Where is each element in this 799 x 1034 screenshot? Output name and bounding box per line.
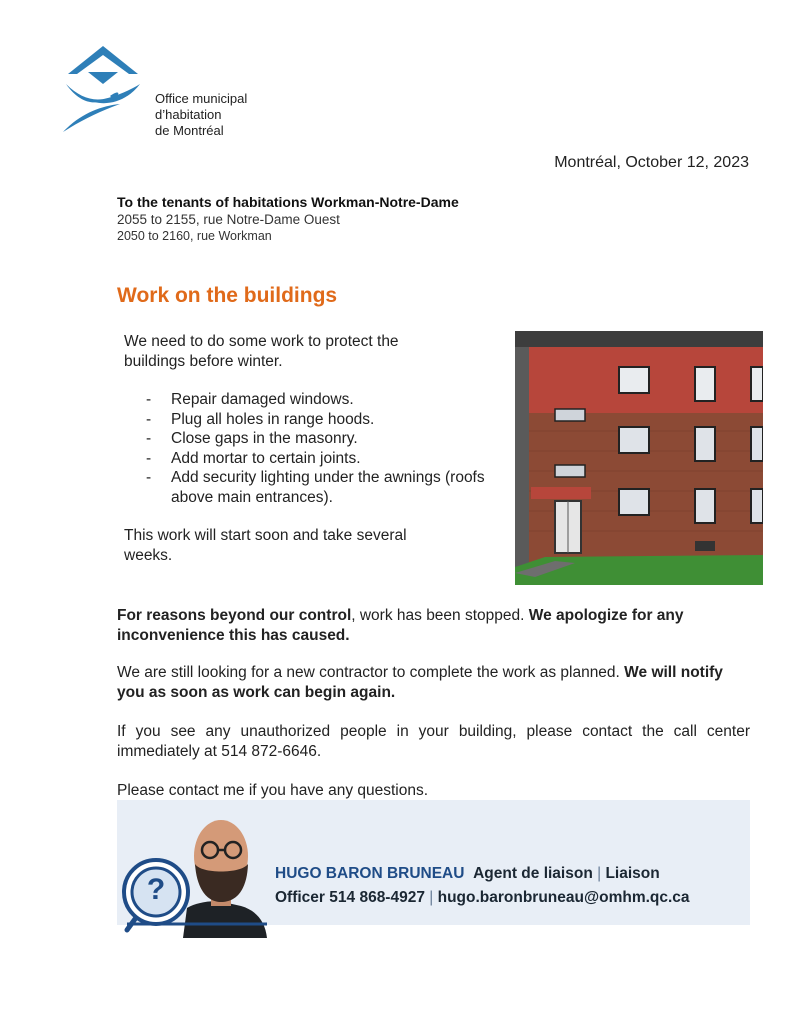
task-item (146, 410, 486, 430)
signer-role-en: Officer (275, 889, 325, 906)
signature-line-1 (275, 862, 690, 886)
address-line: 2055 to 2155, rue Notre-Dame Ouest (117, 212, 340, 227)
signer-email-link[interactable]: hugo.baronbruneau@omhm.qc.ca (437, 889, 690, 906)
signer-role-en: Liaison (605, 865, 660, 882)
paragraph-contractor (117, 663, 750, 703)
task-item (146, 468, 486, 507)
signer-name: HUGO BARON BRUNEAU (275, 865, 465, 882)
task-text: Plug all holes in range hoods. (171, 410, 375, 428)
separator: | (597, 865, 602, 882)
intro-text: We need to do some work to protect the buildings before winter. (124, 333, 399, 370)
paragraph-contact: Please contact me if you have any questions. (117, 782, 429, 799)
signature-text (275, 862, 690, 910)
org-name-line: Office municipal (155, 91, 248, 106)
question-mark-icon: ? (146, 873, 166, 906)
bold-text: We will notify you as soon as work can begin again. (117, 664, 723, 701)
task-text: Close gaps in the masonry. (171, 430, 358, 447)
list-dash: - (146, 410, 152, 428)
organization-name (155, 91, 247, 139)
list-dash: - (146, 430, 152, 447)
task-text: Repair damaged windows. (171, 391, 354, 408)
paragraph-security: If you see any unauthorized people in your building, please contact the call center immediately at 514 872-6646. (117, 723, 750, 760)
signer-phone: 514 868-4927 (329, 889, 425, 906)
body-text: , work has been stopped. (351, 607, 529, 624)
task-item (146, 390, 486, 410)
task-text: Add security lighting under the awnings (roofs above main entrances). (171, 469, 485, 506)
list-dash: - (146, 469, 152, 486)
avatar (117, 808, 272, 938)
org-name-line: de Montréal (155, 123, 224, 138)
schedule-text: This work will start soon and take several weeks. (124, 527, 407, 564)
task-item (146, 449, 486, 469)
paragraph-work-stopped (117, 606, 750, 646)
page-title: Work on the buildings (117, 284, 338, 307)
omhm-logo-icon (58, 44, 148, 136)
task-list (146, 390, 486, 507)
letter-date: Montréal, October 12, 2023 (554, 154, 749, 171)
bold-text: We apologize for any inconvenience this has caused. (117, 607, 684, 644)
task-item (146, 429, 486, 449)
signature-line-2 (275, 886, 690, 910)
list-dash: - (146, 391, 152, 408)
task-text: Add mortar to certain joints. (171, 449, 361, 467)
bold-text: For reasons beyond our control (117, 607, 352, 624)
org-name-line: d’habitation (155, 107, 222, 122)
list-dash: - (146, 449, 152, 467)
separator: | (429, 889, 434, 906)
signer-role-fr: Agent de liaison (473, 865, 593, 882)
body-text: We are still looking for a new contractor to complete the work as planned. (117, 664, 625, 681)
recipient-line: To the tenants of habitations Workman-Notre-Dame (117, 194, 459, 210)
recipient-block (117, 193, 459, 245)
building-photo (515, 331, 763, 585)
address-line: 2050 to 2160, rue Workman (117, 229, 272, 243)
